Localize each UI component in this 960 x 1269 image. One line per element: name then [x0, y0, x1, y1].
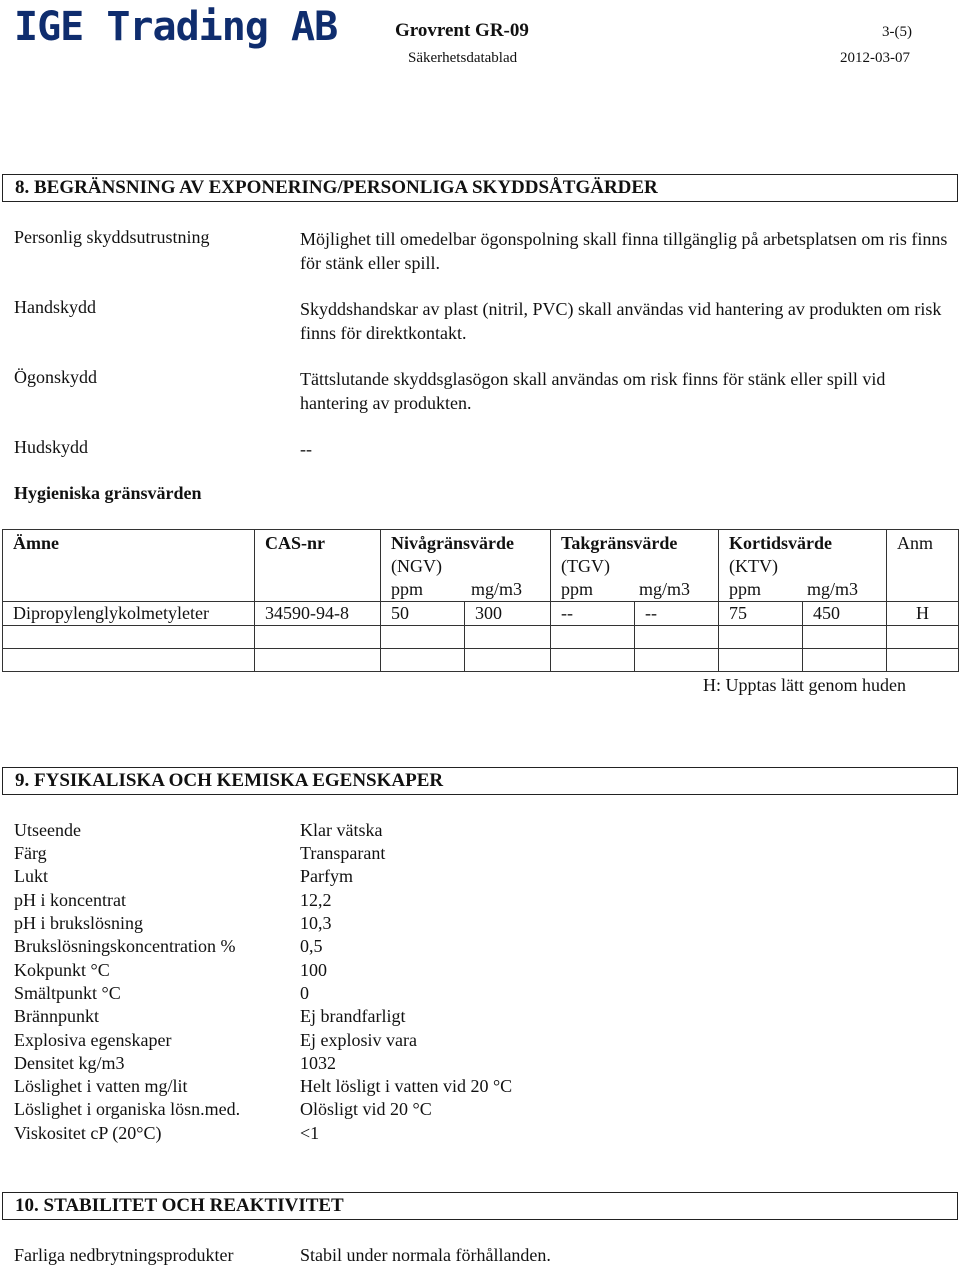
- cell-substance: Dipropylenglykolmetyleter: [3, 602, 255, 626]
- hand-protection-label: Handskydd: [14, 297, 96, 317]
- cell-note: H: [887, 602, 959, 626]
- decomposition-value: Stabil under normala förhållanden.: [300, 1245, 551, 1265]
- table-row-empty: [3, 626, 959, 649]
- ppe-text: Möjlighet till omedelbar ögonspolning skall finna tillgänglig på arbetsplatsen om ris finns för stänk eller spill.: [300, 229, 948, 273]
- company-logo: IGE Trading AB: [14, 4, 338, 50]
- cell-ktv-ppm: 75: [719, 602, 803, 626]
- table-row: [3, 602, 959, 626]
- cell-tgv-mg: --: [635, 602, 719, 626]
- ppe-label: Personlig skyddsutrustning: [14, 227, 210, 247]
- header-note: Anm: [887, 530, 959, 602]
- skin-protection-label: Hudskydd: [14, 437, 89, 457]
- header-ngv: Nivågränsvärde (NGV) ppm mg/m3: [381, 530, 551, 602]
- document-date: 2012-03-07: [840, 50, 910, 66]
- eye-protection-label: Ögonskydd: [14, 367, 98, 387]
- header-tgv: Takgränsvärde (TGV) ppm mg/m3: [551, 530, 719, 602]
- document-type: Säkerhetsdatablad: [408, 50, 518, 66]
- cell-ktv-mg: 450: [803, 602, 887, 626]
- product-name: Grovrent GR-09: [395, 20, 529, 41]
- table-header-row: [3, 530, 959, 602]
- exposure-limits-heading: Hygieniska gränsvärden: [14, 483, 202, 503]
- page-number: 3-(5): [882, 24, 912, 40]
- table-footnote: H: Upptas lätt genom huden: [703, 675, 906, 695]
- header-substance: Ämne: [3, 530, 255, 602]
- eye-protection-text: Tättslutande skyddsglasögon skall användas om risk finns för stänk eller spill vid hantering av produkten.: [300, 369, 886, 413]
- cell-ngv-mg: 300: [465, 602, 551, 626]
- hand-protection-text: Skyddshandskar av plast (nitril, PVC) skall användas vid hantering av produkten om risk finns för direktkontakt.: [300, 299, 942, 343]
- cell-ngv-ppm: 50: [381, 602, 465, 626]
- skin-protection-text: --: [300, 439, 312, 459]
- decomposition-label: Farliga nedbrytningsprodukter: [14, 1245, 234, 1265]
- cell-cas: 34590-94-8: [255, 602, 381, 626]
- section-8-heading: 8. BEGRÄNSNING AV EXPONERING/PERSONLIGA SKYDDSÅTGÄRDER: [2, 174, 958, 202]
- cell-tgv-ppm: --: [551, 602, 635, 626]
- header-cas: CAS-nr: [255, 530, 381, 602]
- section-9-heading: 9. FYSIKALISKA OCH KEMISKA EGENSKAPER: [2, 767, 958, 795]
- exposure-limits-table: [2, 529, 959, 672]
- table-row-empty: [3, 649, 959, 672]
- header-ktv: Kortidsvärde (KTV) ppm mg/m3: [719, 530, 887, 602]
- section-10-heading: 10. STABILITET OCH REAKTIVITET: [2, 1192, 958, 1220]
